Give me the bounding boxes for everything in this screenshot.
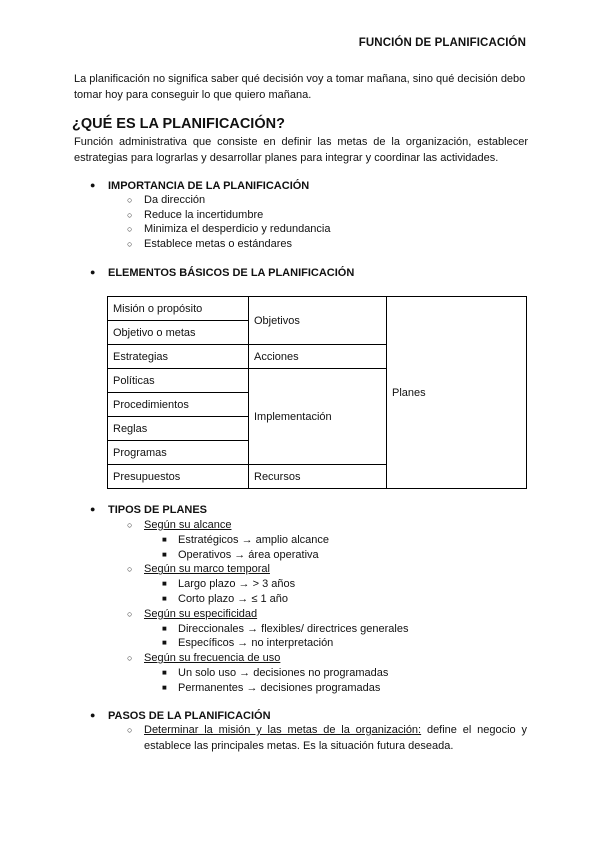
- bullet-icon: ●: [90, 504, 96, 514]
- square-bullet-icon: ■: [162, 638, 167, 648]
- list-item: [144, 723, 527, 754]
- circle-bullet-icon: ○: [127, 520, 133, 530]
- bullet-icon: ●: [90, 710, 96, 720]
- list-item: ○ Según su frecuencia de uso: [127, 652, 281, 665]
- square-bullet-icon: ■: [162, 623, 167, 633]
- bullet-icon: ●: [90, 267, 96, 277]
- tipos-list: [127, 518, 408, 696]
- bullet-icon: ●: [90, 180, 96, 190]
- square-bullet-icon: ■: [162, 593, 167, 603]
- table-cell: Programas: [108, 441, 249, 465]
- list-item: ○ Da dirección: [127, 194, 206, 206]
- circle-bullet-icon: ○: [127, 608, 133, 619]
- list-item: ■ Estratégicos → amplio alcance: [162, 533, 330, 546]
- table-cell: Procedimientos: [108, 393, 249, 417]
- pasos-list: [127, 723, 527, 754]
- list-item: ○ Según su especificidad: [127, 607, 258, 620]
- pasos-heading: [90, 710, 271, 722]
- list-item: ■ Específicos → no interpretación: [162, 637, 334, 650]
- circle-bullet-icon: ○: [127, 195, 133, 205]
- table-cell: Presupuestos: [108, 465, 249, 489]
- table-cell-planes: Planes: [387, 297, 527, 489]
- list-item: ■ Permanentes → decisiones programadas: [162, 681, 381, 694]
- circle-bullet-icon: ○: [127, 725, 133, 735]
- list-item: ■ Operativos → área operativa: [162, 548, 319, 561]
- list-item: ○ Establece metas o estándares: [127, 237, 292, 250]
- list-item: ○ Minimiza el desperdicio y redundancia: [127, 223, 331, 236]
- table-cell: Reglas: [108, 417, 249, 441]
- square-bullet-icon: ■: [162, 549, 167, 559]
- elements-table: [107, 296, 527, 489]
- step-label: Determinar la misión y las metas de la organización:: [144, 724, 422, 736]
- circle-bullet-icon: ○: [127, 564, 133, 575]
- table-cell: Políticas: [108, 369, 249, 393]
- section-heading: ¿QUÉ ES LA PLANIFICACIÓN?: [72, 116, 285, 132]
- table-cell: Objetivos: [249, 297, 387, 345]
- importancia-heading: [90, 180, 309, 192]
- list-item: ○ Reduce la incertidumbre: [127, 208, 264, 221]
- step-text: define el negocio y establece las principales metas. Es la situación futura deseada.: [144, 724, 527, 752]
- page-header-title: FUNCIÓN DE PLANIFICACIÓN: [358, 37, 526, 49]
- list-item: ■ Corto plazo → ≤ 1 año: [162, 592, 288, 605]
- list-item: ○ Según su marco temporal: [127, 563, 270, 576]
- elementos-title: ELEMENTOS BÁSICOS DE LA PLANIFICACIÓN: [108, 267, 355, 279]
- list-item: ■ Largo plazo → > 3 años: [162, 578, 296, 591]
- circle-bullet-icon: ○: [127, 209, 133, 220]
- table-cell: Misión o propósito: [108, 297, 249, 321]
- square-bullet-icon: ■: [162, 682, 167, 692]
- pasos-title: PASOS DE LA PLANIFICACIÓN: [108, 710, 271, 722]
- circle-bullet-icon: ○: [127, 653, 133, 664]
- elementos-heading: [90, 267, 354, 279]
- tipos-title: TIPOS DE PLANES: [108, 504, 208, 516]
- table-cell: Acciones: [249, 345, 387, 369]
- list-item: ■ Un solo uso → decisiones no programadas: [162, 666, 389, 679]
- definition-paragraph: Función administrativa que consiste en definir las metas de la organización, establecer estrategias para lograrlas y desarrollar planes para integrar y coordinar las actividades.: [74, 136, 528, 164]
- table-cell: Estrategias: [108, 345, 249, 369]
- tipos-heading: [90, 504, 207, 516]
- circle-bullet-icon: ○: [127, 238, 133, 249]
- square-bullet-icon: ■: [162, 667, 167, 677]
- table-cell: Recursos: [249, 465, 387, 489]
- table-cell: Objetivo o metas: [108, 321, 249, 345]
- list-item: ■ Direccionales → flexibles/ directrices generales: [162, 622, 409, 635]
- table-row: [108, 297, 527, 321]
- list-item: ○ Según su alcance: [127, 519, 232, 531]
- intro-paragraph: La planificación no significa saber qué decisión voy a tomar mañana, sino qué decisión debo tomar hoy para conseguir lo que quiero mañana.: [74, 73, 526, 101]
- square-bullet-icon: ■: [162, 579, 167, 589]
- importancia-list: [127, 193, 330, 251]
- table-cell: Implementación: [249, 369, 387, 465]
- importancia-title: IMPORTANCIA DE LA PLANIFICACIÓN: [108, 180, 310, 192]
- circle-bullet-icon: ○: [127, 224, 133, 235]
- square-bullet-icon: ■: [162, 534, 167, 544]
